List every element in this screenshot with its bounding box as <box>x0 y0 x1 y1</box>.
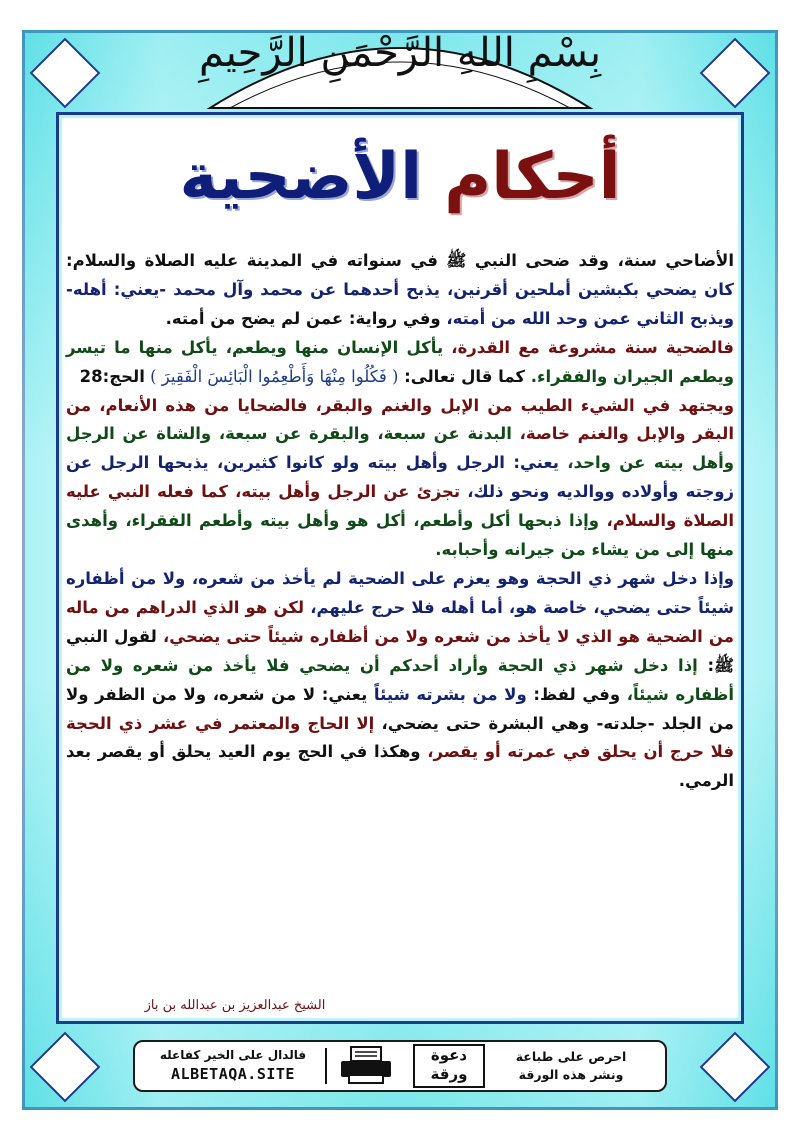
text-segment: الحج:28 <box>79 366 145 386</box>
text-segment: تجزئ عن الرجل وأهل بيته، كما فعله النبي عليه الصلاة والسلام، <box>66 482 735 531</box>
body-paragraph <box>66 247 734 334</box>
text-segment: الأضاحي سنة، وقد ضحى النبي ﷺ في سنواته في المدينة عليه الصلاة والسلام: <box>66 251 734 270</box>
footer-print-line-1: احرص على طباعة <box>515 1049 627 1064</box>
text-segment: وفي لفظ: <box>526 684 621 704</box>
text-segment: كان يضحي بكبشين أملحين أقرنين، يذبح أحدهما عن محمد وآل محمد -يعني: أهله- ويذبح الثاني عمن وحد الله من أمته، <box>66 279 734 328</box>
footer-proverb: فالدال على الخير كفاعله <box>159 1048 307 1062</box>
title-word-2: الأضحية <box>179 140 422 214</box>
text-segment: يعني: لا من شعره، ولا من الظفر ولا من الجلد -جلدته- وهي البشرة حتى يضحي، <box>66 684 734 733</box>
title-word-1: أحكام <box>444 140 621 214</box>
text-segment: البدنة عن سبعة، والبقرة عن سبعة، والشاة عن الرجل وأهل بيته عن واحد، <box>66 424 735 473</box>
text-segment: ولا من بشرته شيئاً <box>367 684 527 704</box>
article-body <box>66 247 734 796</box>
text-segment: لقول النبي ﷺ: <box>66 626 735 675</box>
footer-site-url[interactable]: ALBETAQA.SITE <box>171 1065 295 1083</box>
text-segment: إلا الحاج والمعتمر في عشر ذي الحجة فلا حرج أن يحلق في عمرته أو يقصر، <box>66 713 734 762</box>
text-segment: ويجتهد في الشيء الطيب من الإبل والغنم والبقر، فالضحايا من هذه الأنعام، من البقر والإبل والغنم خاصة، <box>66 395 734 444</box>
printer-icon <box>335 1045 399 1087</box>
bismillah-calligraphy: بِسْمِ اللهِ الرَّحْمَنِ الرَّحِيمِ <box>198 30 602 76</box>
text-segment: وإذا ذبحها أكل وأطعم، أكل هو وأهل بيته وأطعم الفقراء، وأهدى منها إلى من يشاء من جيرانه وأحبابه. <box>66 511 734 560</box>
logo-line-1: دعوة <box>430 1046 468 1064</box>
text-segment: يعني: الرجل وأهل بيته ولو كانوا كثيرين، يذبحها الرجل عن زوجته وأولاده ووالديه ونحو ذلك، <box>66 453 734 502</box>
page-title <box>56 140 744 214</box>
footer-bar <box>133 1040 667 1092</box>
text-segment: يأكل الإنسان منها ويطعم، يأكل منها ما تيسر ويطعم الجيران والفقراء. <box>66 337 734 386</box>
logo-line-2: ورقة <box>430 1065 468 1083</box>
footer-site-block <box>149 1047 317 1085</box>
text-segment: كما قال تعالى: <box>398 366 526 386</box>
author-signature: الشيخ عبدالعزيز بن عبدالله بن باز <box>144 998 326 1013</box>
footer-print-notice <box>491 1048 651 1084</box>
bismillah-banner <box>190 8 610 116</box>
text-segment: فالضحية سنة مشروعة مع القدرة، <box>443 337 734 357</box>
body-paragraph <box>66 334 734 392</box>
text-segment: لكن هو الذي الدراهم من ماله من الضحية هو الذي لا يأخذ من شعره ولا من أظفاره شيئاً حتى يضحي، <box>66 597 734 646</box>
footer-print-line-2: ونشر هذه الورقة <box>518 1067 624 1082</box>
footer-divider <box>325 1048 327 1084</box>
printer-icon-svg <box>335 1045 399 1087</box>
text-segment: وهكذا في الحج يوم العيد يحلق أو يقصر بعد الرمي. <box>66 742 734 791</box>
body-paragraph <box>66 392 734 565</box>
text-segment: ( فَكُلُوا مِنْهَا وَأَطْعِمُوا الْبَائِسَ الْفَقِيرَ ) <box>144 366 399 386</box>
text-segment: إذا دخل شهر ذي الحجة وأراد أحدكم أن يضحي فلا يأخذ من شعره ولا من أظفاره شيئاً، <box>66 655 734 704</box>
site-logo <box>413 1044 485 1088</box>
body-paragraph <box>66 565 734 796</box>
text-segment: وفي رواية: عمن لم يضح من أمته. <box>165 308 441 328</box>
text-segment: وإذا دخل شهر ذي الحجة وهو يعزم على الضحية لم يأخذ من شعره، ولا من أظفاره شيئاً حتى يضحي، خاصة هو، أما أهله فلا حرج عليهم، <box>66 568 734 617</box>
